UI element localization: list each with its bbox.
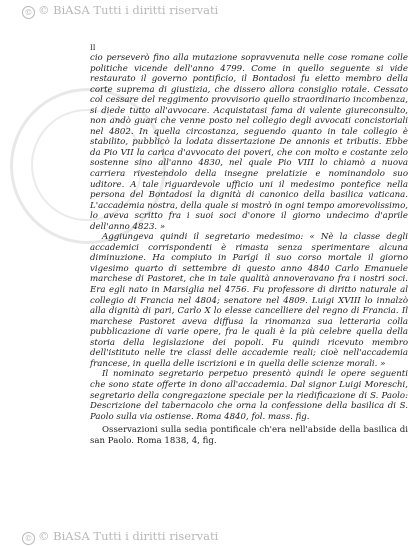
watermark-text-top: © BiASA Tutti i diritti riservati <box>38 3 219 17</box>
watermark-bottom <box>22 529 415 543</box>
paragraph-4: Osservazioni sulla sedia pontificale ch'era nell'abside della basilica di san Paolo. Roma 1838, 4, fig. <box>90 425 408 446</box>
copyright-icon: © <box>22 532 35 545</box>
watermark-top <box>22 3 415 17</box>
page-number: II <box>90 44 96 52</box>
watermark-text-bottom: © BiASA Tutti i diritti riservati <box>38 529 219 543</box>
document-page <box>90 44 408 446</box>
paragraph-2: Aggiungeva quindi il segretario medesimo: « Nè la classe degli accademici corrispondenti è rimasta senza sperimentare alcuna diminuzione. Ha compiuto in Parigi il suo corso mortale il giorno vigesimo quarto di settembre di questo anno 4840 Carlo Emanuele marchese di Pastoret, che in tale qualità annoveravano fra i nostri soci. Era egli nato in Marsiglia nel 4756. Fu professore di diritto naturale al collegio di Francia nel 4804; senatore nel 4809. Luigi XVIII lo innalzò alla dignità di pari, Carlo X lo elesse cancelliere del regno di Francia. Il marchese Pastoret aveva diffusa la rinomanza sua letteraria colla pubblicazione di varie opere, fra le quali è la più celebre quella della storia della legislazione dei popoli. Fu quindi ricevuto membro dell'istituto nelle tre classi delle accademie reali; cioè nell'accademia francese, in quella delle iscrizioni e in quella delle scienze morali. » <box>90 232 408 369</box>
copyright-icon: © <box>22 6 35 19</box>
paragraph-1: cio perseverò fino alla mutazione sopravvenuta nelle cose romane colle politiche vicende dell'anno 4799. Come in quello seguente si vide restaurato il governo pontificio, il Bontadosi fu eletto membro della corte suprema di giustizia, che dissero allora consiglio rotale. Cessato col cessare del reggimento provvisorio quello straordinario incombenza, si diede tutto all'avvocare. Acquistatasi fama di valente giureconsulto, non andò guari che venne posto nel collegio degli avvocati concistoriali nel 4802. In quella circostanza, seguendo quanto in tale collegio è stabilito, pubblicò la lodata dissertazione De annonis et tributis. Ebbe da Pio VII la carica d'avvocato dei poveri, che con molto e costante zelo sostenne sino all'anno 4830, nel quale Pio VIII lo chiamò a nuova carriera rivestendolo della insegne prelatizie e nominandolo suo uditore. A tale riguardevole ufficio uni il medesimo pontefice nella persona del Bontadosi la dignità di canonico della basilica vaticana. L'accademia nostra, della quale si mostrò in ogni tempo amorevolissimo, lo aveva scritto fra i suoi soci d'onore il giorno undecimo d'aprile dell'anno 4823. » <box>90 53 408 232</box>
paragraph-3: Il nominato segretario perpetuo presentò quindi le opere seguenti che sono state offerte in dono all'accademia. Dal signor Luigi Moreschi, segretario della congregazione speciale per la riedificazione di S. Paolo: Descrizione del tabernacolo che orna la confessione della basilica di S. Paolo sulla via ostiense. Roma 4840, fol. mass. fig. <box>90 369 408 422</box>
